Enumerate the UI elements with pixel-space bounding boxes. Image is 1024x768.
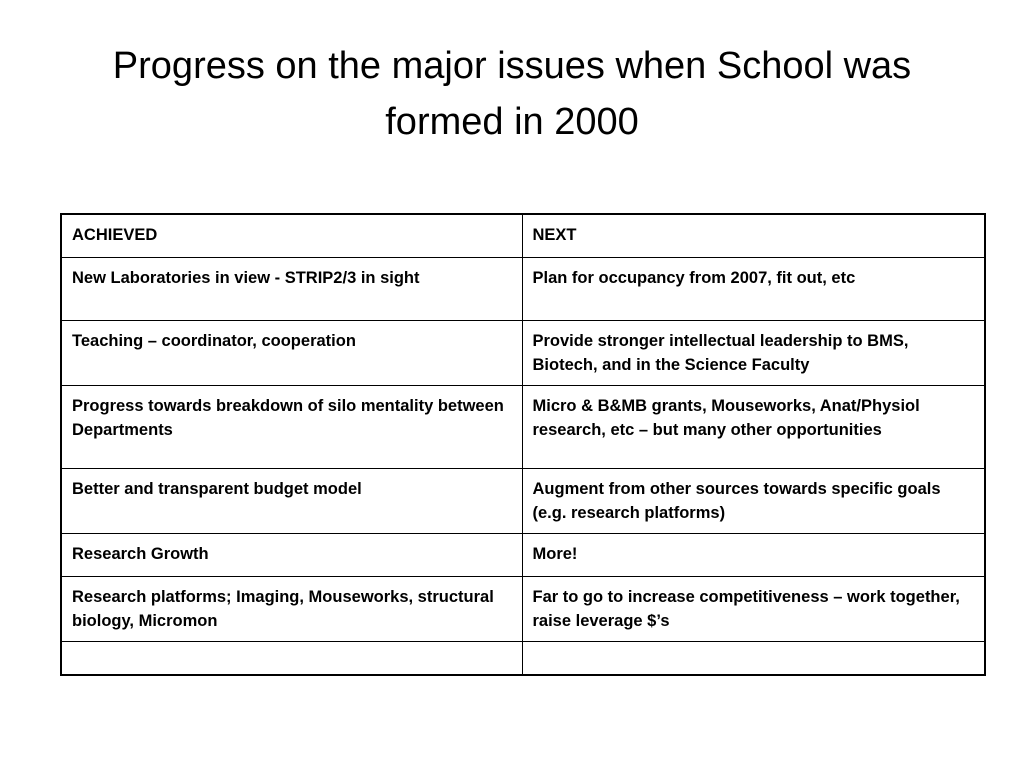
slide-title-line-2: formed in 2000 — [385, 101, 639, 143]
next-cell: Micro & B&MB grants, Mouseworks, Anat/Physiol research, etc – but many other opportunities — [522, 386, 985, 469]
table-row — [61, 386, 985, 469]
achieved-cell: Research Growth — [61, 534, 522, 577]
next-cell: Far to go to increase competitiveness – work together, raise leverage $’s — [522, 577, 985, 642]
table-row — [61, 469, 985, 534]
achieved-cell: Teaching – coordinator, cooperation — [61, 321, 522, 386]
table-row — [61, 321, 985, 386]
achieved-cell: Research platforms; Imaging, Mouseworks, structural biology, Micromon — [61, 577, 522, 642]
slide-title — [60, 38, 964, 150]
slide-title-line-1: Progress on the major issues when School was — [112, 45, 912, 87]
progress-table — [60, 213, 986, 676]
next-cell: Provide stronger intellectual leadership to BMS, Biotech, and in the Science Faculty — [522, 321, 985, 386]
column-header-next: NEXT — [522, 214, 985, 258]
table-header-row — [61, 214, 985, 258]
next-cell: Plan for occupancy from 2007, fit out, etc — [522, 258, 985, 321]
next-cell: More! — [522, 534, 985, 577]
progress-table-container — [60, 213, 984, 676]
achieved-cell: New Laboratories in view - STRIP2/3 in sight — [61, 258, 522, 321]
next-cell — [522, 642, 985, 676]
table-row — [61, 534, 985, 577]
achieved-cell: Better and transparent budget model — [61, 469, 522, 534]
achieved-cell: Progress towards breakdown of silo mentality between Departments — [61, 386, 522, 469]
table-row — [61, 577, 985, 642]
next-cell: Augment from other sources towards specific goals (e.g. research platforms) — [522, 469, 985, 534]
table-row-empty — [61, 642, 985, 676]
achieved-cell — [61, 642, 522, 676]
column-header-achieved: ACHIEVED — [61, 214, 522, 258]
table-row — [61, 258, 985, 321]
